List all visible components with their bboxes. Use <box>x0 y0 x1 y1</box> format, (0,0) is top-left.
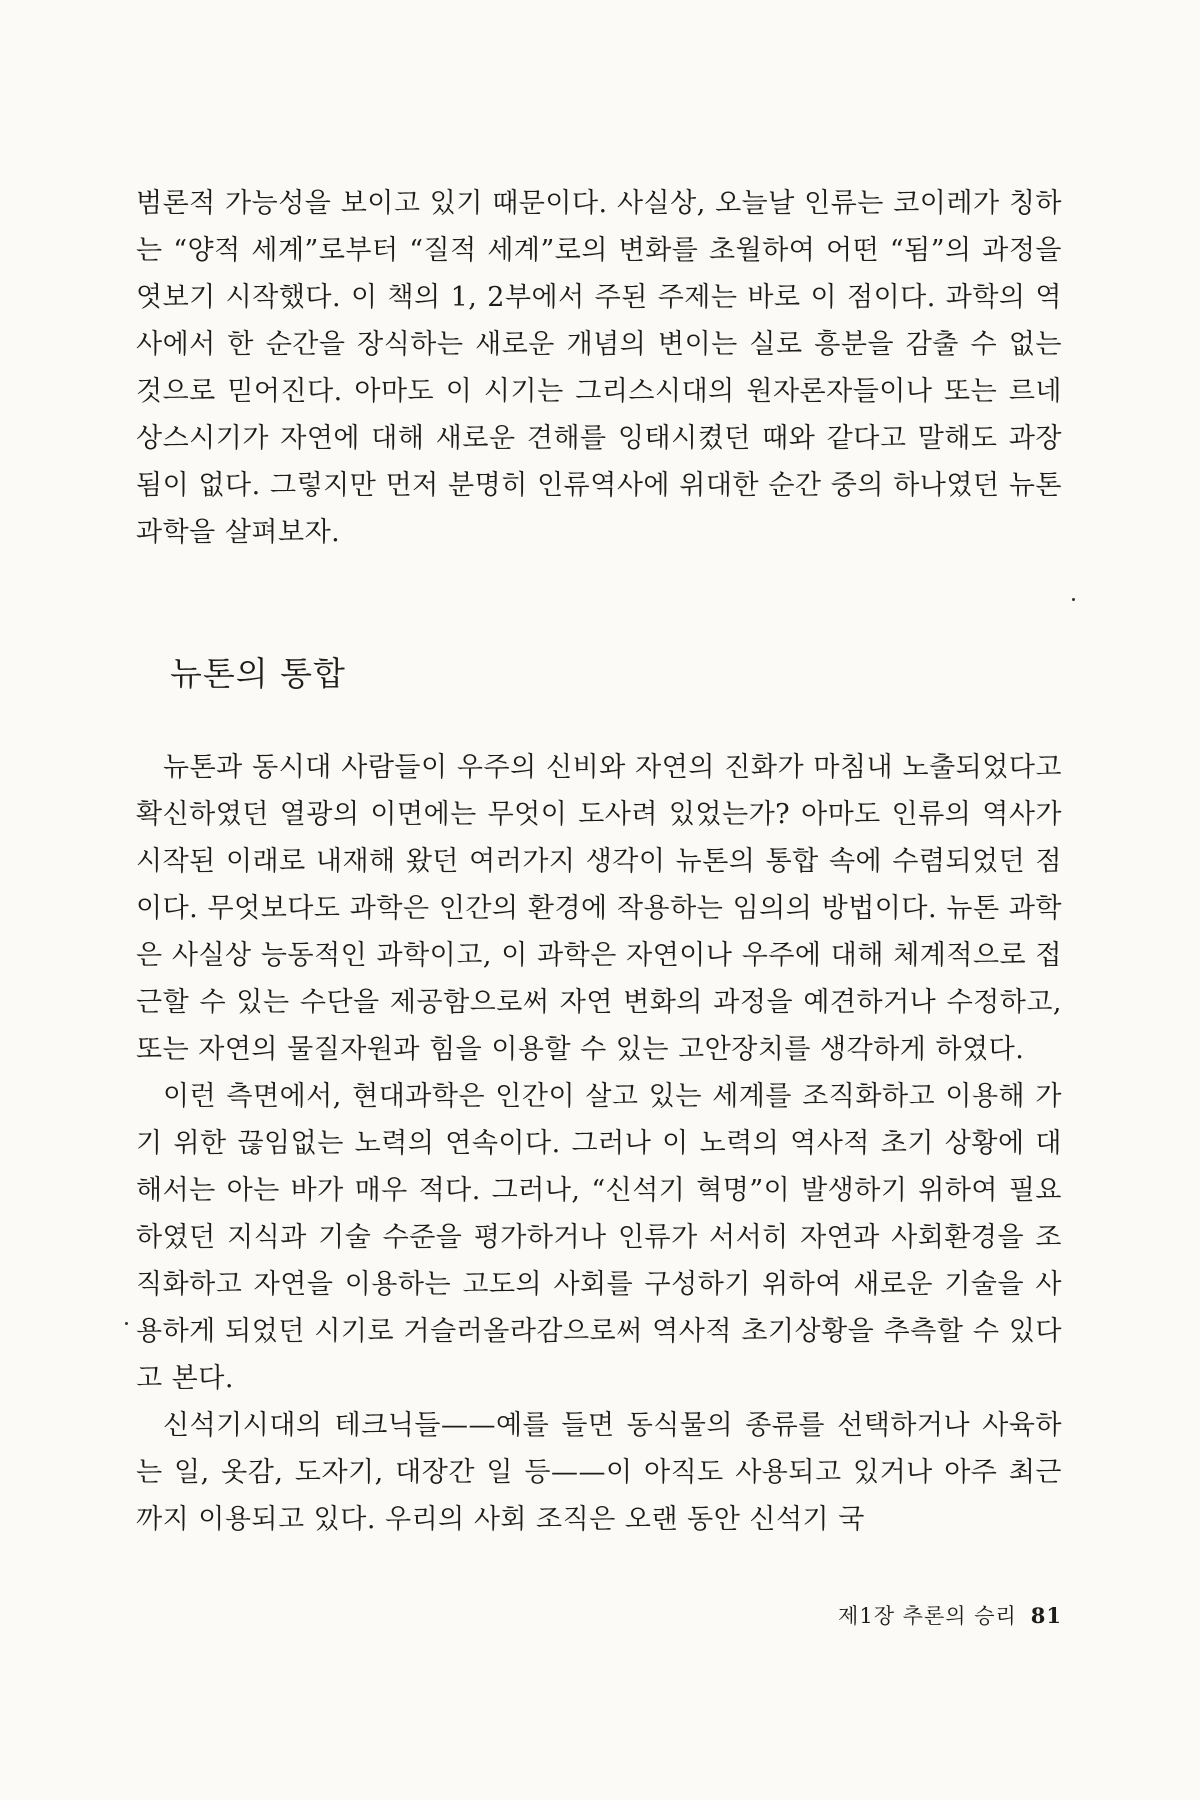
page-number: 81 <box>1030 1603 1062 1628</box>
running-footer <box>620 1600 1062 1630</box>
section-heading: 뉴톤의 통합 <box>170 654 346 693</box>
page-body <box>136 180 1062 1543</box>
body-paragraph: 뉴톤과 동시대 사람들이 우주의 신비와 자연의 진화가 마침내 노출되었다고 확신하였던 열광의 이면에는 무엇이 도사려 있었는가? 아마도 인류의 역사가 시작된 이래로 내재해 왔던 여러가지 생각이 뉴톤의 통합 속에 수렴되었던 점이다. 무엇보다도 과학은 인간의 환경에 작용하는 임의의 방법이다. 뉴톤 과학은 사실상 능동적인 과학이고, 이 과학은 자연이나 우주에 대해 체계적으로 접근할 수 있는 수단을 제공함으로써 자연 변화의 과정을 예견하거나 수정하고, 또는 자연의 물질자원과 힘을 이용할 수 있는 고안장치를 생각하게 하였다. <box>136 752 1062 1065</box>
intro-paragraph: 범론적 가능성을 보이고 있기 때문이다. 사실상, 오늘날 인류는 코이레가 칭하는 “양적 세계”로부터 “질적 세계”로의 변화를 초월하여 어떤 “됨”의 과정을 엿보기 시작했다. 이 책의 1, 2부에서 주된 주제는 바로 이 점이다. 과학의 역사에서 한 순간을 장식하는 새로운 개념의 변이는 실로 흥분을 감출 수 없는 것으로 믿어진다. 아마도 이 시기는 그리스시대의 원자론자들이나 또는 르네상스시기가 자연에 대해 새로운 견해를 잉태시켰던 때와 같다고 말해도 과장됨이 없다. 그렇지만 먼저 분명히 인류역사에 위대한 순간 중의 하나였던 뉴톤 과학을 살펴보자. <box>136 188 1062 548</box>
chapter-title: 제1장 추론의 승리 <box>838 1604 1017 1628</box>
body-paragraph: 신석기시대의 테크닉들——예를 들면 동식물의 종류를 선택하거나 사육하는 일, 옷감, 도자기, 대장간 일 등——이 아직도 사용되고 있거나 아주 최근까지 이용되고 있다. 우리의 사회 조직은 오랜 동안 신석기 국 <box>136 1410 1062 1535</box>
section-body <box>136 744 1062 1543</box>
scan-speck <box>1072 598 1075 601</box>
body-paragraph: 이런 측면에서, 현대과학은 인간이 살고 있는 세계를 조직화하고 이용해 가기 위한 끊임없는 노력의 연속이다. 그러나 이 노력의 역사적 초기 상황에 대해서는 아는 바가 매우 적다. 그러나, “신석기 혁명”이 발생하기 위하여 필요하였던 지식과 기술 수준을 평가하거나 인류가 서서히 자연과 사회환경을 조직화하고 자연을 이용하는 고도의 사회를 구성하기 위하여 새로운 기술을 사용하게 되었던 시기로 거슬러올라감으로써 역사적 초기상황을 추측할 수 있다고 본다. <box>136 1081 1062 1394</box>
scan-speck <box>125 1322 128 1325</box>
